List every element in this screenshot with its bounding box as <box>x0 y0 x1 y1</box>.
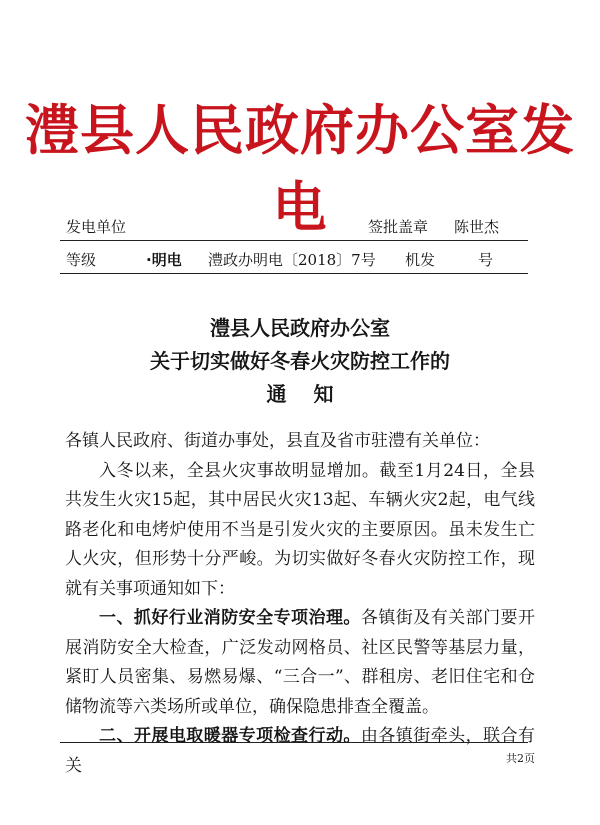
addressee: 各镇人民政府、街道办事处，县直及省市驻澧有关单位： <box>65 431 490 451</box>
section-1-text: 各镇街及有关部门要开展消防安全大检查，广泛发动网格员、社区民警等基层力量，紧盯人员密集、易燃易爆、“三合一”、群租房、老旧住宅和仓储物流等六类场所或单位，确保隐患排查全覆盖。 <box>65 608 535 717</box>
paragraph-intro: 入冬以来，全县火灾事故明显增加。截至1月24日，全县共发生火灾15起，其中居民火灾13起、车辆火灾2起，电气线路老化和电烤炉使用不当是引发火灾的主要原因。虽未发生亡人火灾，但形势十分严峻。为切实做好冬春火灾防控工作，现就有关事项通知如下： <box>65 460 535 599</box>
number-label: 号 <box>478 251 494 269</box>
section-2 <box>65 722 535 781</box>
approval-label: 签批盖章 <box>368 218 429 236</box>
footer-divider <box>60 742 528 743</box>
telegram-header-title: 澧县人民政府办公室发电 <box>25 99 575 239</box>
machine-label: 机发 <box>405 251 436 269</box>
document-title-line2: 关于切实做好冬春火灾防控工作的 <box>150 349 450 373</box>
section-2-heading: 二、开展电取暖器专项检查行动。 <box>99 726 361 746</box>
approver-name: 陈世杰 <box>454 218 500 236</box>
document-title-line1: 澧县人民政府办公室 <box>210 316 390 340</box>
doc-number: 澧政办明电〔2018〕7号 <box>208 251 376 269</box>
grade-label: 等级 <box>66 251 97 269</box>
sender-label: 发电单位 <box>66 218 127 236</box>
grade-value: ·明电 <box>146 251 182 269</box>
section-2-text: 由各镇街牵头，联合有关 <box>65 726 535 776</box>
section-1 <box>65 604 535 722</box>
divider-line-2 <box>60 273 528 274</box>
divider-line-1 <box>60 240 528 241</box>
section-1-heading: 一、抓好行业消防安全专项治理。 <box>99 608 361 628</box>
document-body <box>65 427 535 781</box>
document-title-line3: 通 知 <box>266 382 334 406</box>
page-count: 共2页 <box>506 752 535 765</box>
